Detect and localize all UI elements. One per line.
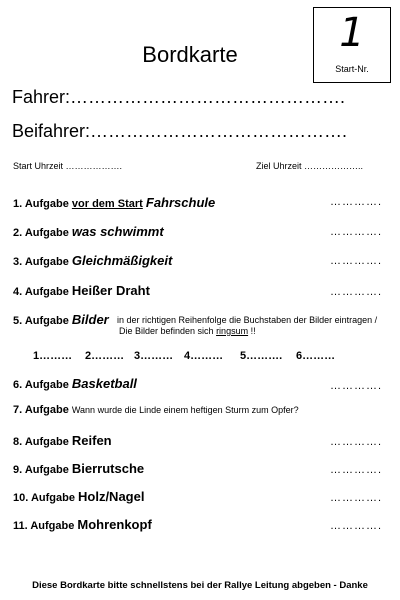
bilder-note-underlined: ringsum — [216, 326, 249, 336]
task-answer: Mohrenkopf — [77, 517, 152, 532]
task-label: 3. Aufgabe — [13, 256, 72, 268]
bilder-instructions — [117, 315, 377, 337]
task-row — [13, 461, 144, 476]
task-answer: Reifen — [71, 433, 112, 448]
task-answer: was schwimmt — [71, 224, 164, 239]
task-label: 7. Aufgabe — [13, 404, 72, 416]
bilder-note-line1: in der richtigen Reihenfolge die Buchstaben der Bilder eintragen / — [117, 315, 378, 325]
bilder-blank-3[interactable]: 3……… — [134, 350, 174, 362]
task-label: 6. Aufgabe — [13, 379, 72, 391]
answer-field[interactable]: …………. — [330, 286, 383, 298]
bilder-note-suffix: !! — [248, 326, 256, 336]
task-row — [13, 404, 299, 416]
task-question: Wann wurde die Linde einem heftigen Sturm zum Opfer? — [71, 405, 299, 415]
task-answer: Holz/Nagel — [78, 489, 145, 504]
bilder-blank-2[interactable]: 2……… — [85, 350, 125, 362]
bilder-note-text: Die Bilder befinden sich — [119, 326, 217, 336]
task-label: 1. Aufgabe — [13, 198, 72, 210]
bilder-blank-5[interactable]: 5………. — [240, 350, 283, 362]
task-row — [13, 433, 112, 448]
task-label: 5. Aufgabe — [13, 315, 72, 327]
ziel-uhrzeit-field[interactable]: Ziel Uhrzeit ……………….. — [256, 161, 364, 171]
task-answer: Bierrutsche — [71, 461, 145, 476]
answer-field[interactable]: …………. — [330, 436, 383, 448]
task-row — [13, 224, 164, 239]
task-answer: Bilder — [71, 312, 109, 327]
task-label: 8. Aufgabe — [13, 436, 72, 448]
task-row — [13, 376, 137, 391]
task-row — [13, 517, 152, 532]
task-row — [13, 283, 150, 298]
fahrer-field[interactable]: Fahrer:………………………………………. — [12, 87, 346, 107]
bilder-blank-1[interactable]: 1……… — [33, 350, 73, 362]
task-row — [13, 195, 215, 210]
task-label: 9. Aufgabe — [13, 464, 72, 476]
task-answer: Fahrschule — [145, 195, 216, 210]
page-title: Bordkarte — [142, 42, 238, 67]
task-label: 10. Aufgabe — [13, 492, 78, 504]
start-number: 1 — [339, 10, 365, 56]
task-label: 11. Aufgabe — [13, 520, 78, 532]
beifahrer-field[interactable]: Beifahrer:……………………………………. — [12, 121, 348, 141]
task-underlined: vor dem Start — [71, 198, 143, 210]
answer-field[interactable]: …………. — [330, 520, 383, 532]
start-number-box — [313, 7, 391, 83]
answer-field[interactable]: …………. — [330, 380, 383, 392]
answer-field[interactable]: …………. — [330, 255, 383, 267]
task-answer: Basketball — [71, 376, 137, 391]
answer-field[interactable]: …………. — [330, 464, 383, 476]
task-label: 2. Aufgabe — [13, 227, 72, 239]
start-number-label: Start-Nr. — [335, 64, 369, 74]
answer-field[interactable]: …………. — [330, 196, 383, 208]
answer-field[interactable]: …………. — [330, 492, 383, 504]
task-answer: Heißer Draht — [71, 283, 150, 298]
task-row — [13, 489, 144, 504]
task-label: 4. Aufgabe — [13, 286, 72, 298]
bilder-note-line2 — [117, 326, 377, 337]
start-uhrzeit-field[interactable]: Start Uhrzeit ………………. — [13, 161, 123, 171]
bilder-blank-6[interactable]: 6……… — [296, 350, 336, 362]
footer-note: Diese Bordkarte bitte schnellstens bei der Rallye Leitung abgeben - Danke — [32, 580, 368, 591]
task-answer: Gleichmäßigkeit — [71, 253, 173, 268]
answer-field[interactable]: …………. — [330, 226, 383, 238]
task-row — [13, 253, 172, 268]
bilder-blank-4[interactable]: 4……… — [184, 350, 224, 362]
task-row — [13, 312, 109, 327]
